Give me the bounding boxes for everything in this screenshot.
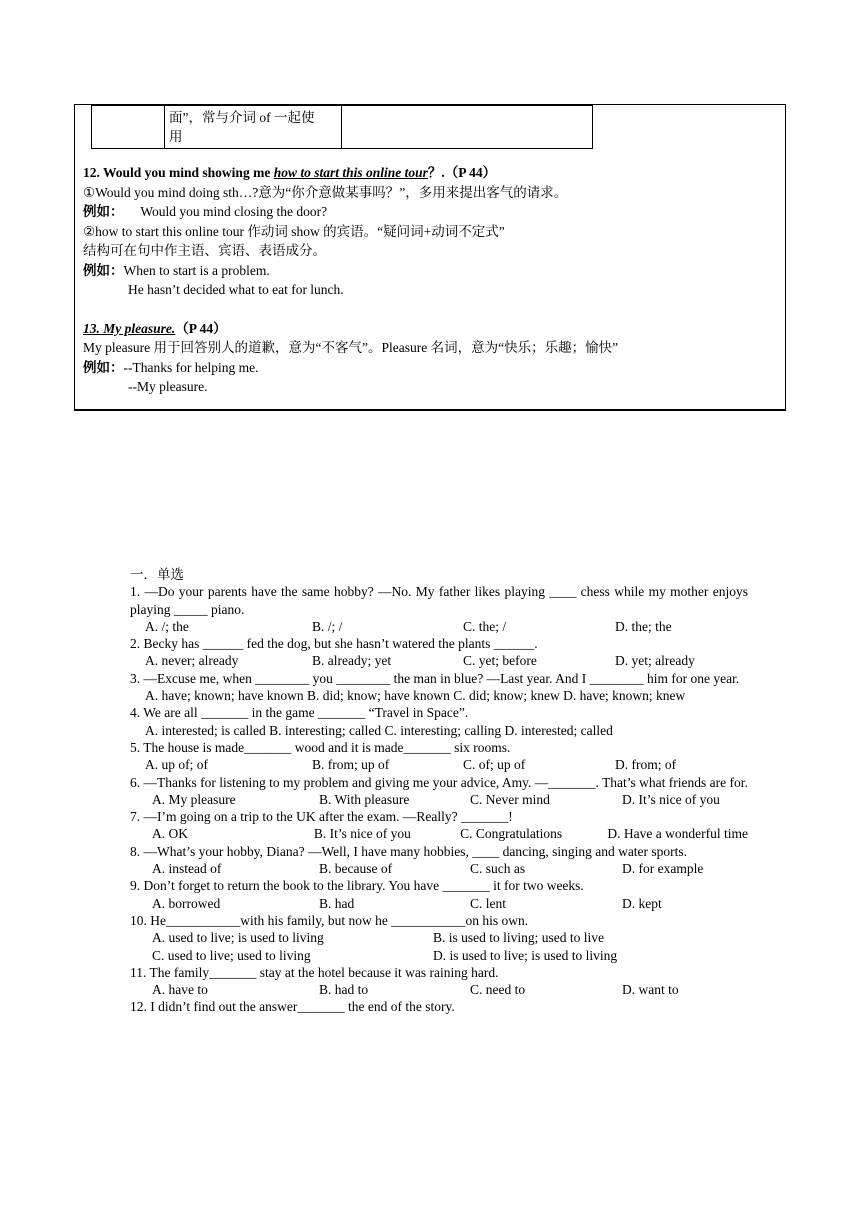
question-item (130, 583, 748, 635)
example-label: 例如： (83, 204, 124, 219)
option[interactable]: A. used to live; is used to living (152, 930, 324, 946)
example-text: Would you mind closing the door? (140, 204, 328, 219)
option[interactable]: A. /; the (145, 618, 189, 634)
question-text: 6. —Thanks for listening to my problem and giving me your advice, Amy. —_______. That’s what friends are for. (130, 774, 748, 790)
option-row (130, 981, 748, 998)
option[interactable]: B. With pleasure (319, 791, 410, 807)
option[interactable]: C. Never mind (470, 791, 550, 807)
question-text: 9. Don’t forget to return the book to the library. You have _______ it for two weeks. (130, 878, 584, 894)
item13-title-suffix: （P 44） (175, 320, 227, 336)
option[interactable]: B. It’s nice of you (313, 826, 411, 842)
option-row (130, 860, 748, 877)
option[interactable]: C. yet; before (463, 653, 537, 669)
item12-point2-line2: 结构可在句中作主语、宾语、表语成分。 (83, 243, 326, 258)
item12-example2-line2: He hasn’t decided what to eat for lunch. (128, 282, 344, 297)
example-text: When to start is a problem. (123, 262, 270, 278)
question-item (130, 739, 748, 774)
option[interactable]: B. /; / (312, 618, 343, 634)
option[interactable]: D. yet; already (615, 653, 695, 669)
option-row (130, 791, 748, 808)
option[interactable]: D. for example (622, 861, 704, 877)
option[interactable]: B. from; up of (312, 757, 390, 773)
option[interactable]: C. need to (470, 982, 526, 998)
item12-title-prefix: 12. Would you mind showing me (83, 165, 274, 180)
item12-title-emph: how to start this online tour (273, 165, 428, 180)
option[interactable]: B. already; yet (312, 653, 392, 669)
option[interactable]: B. had to (319, 982, 369, 998)
option[interactable]: A. up of; of (145, 757, 208, 773)
table-fragment (91, 105, 593, 149)
option[interactable]: C. of; up of (463, 757, 526, 773)
question-text: 5. The house is made_______ wood and it is made_______ six rooms. (130, 739, 511, 755)
question-item (130, 774, 748, 809)
option[interactable]: A. have to (152, 982, 208, 998)
question-text: 12. I didn’t find out the answer_______ the end of the story. (130, 999, 455, 1015)
option-row (130, 895, 748, 912)
option[interactable]: D. from; of (615, 757, 677, 773)
option[interactable]: C. Congratulations (460, 826, 563, 842)
option-line[interactable]: A. interested; is called B. interesting; called C. interesting; calling D. interested; called (145, 722, 613, 738)
option[interactable]: D. kept (622, 895, 662, 911)
notes-box (74, 104, 786, 411)
question-item (130, 704, 748, 739)
question-text: 4. We are all _______ in the game _______ “Travel in Space”. (130, 705, 469, 721)
example-label: 例如： (83, 359, 124, 375)
example-label: 例如： (83, 262, 124, 278)
item13-example (83, 358, 773, 378)
option-row (130, 652, 748, 669)
item12-title (83, 163, 773, 183)
section-title: 一．单选 (130, 567, 184, 582)
question-item (130, 635, 748, 670)
item12-point1: ①Would you mind doing sth…?意为“你介意做某事吗？”，多用来提出客气的请求。 (83, 184, 568, 200)
example-text: --Thanks for helping me. (123, 359, 259, 375)
question-item (130, 998, 748, 1015)
option[interactable]: B. is used to living; used to live (433, 930, 604, 946)
item12-example2 (83, 261, 773, 281)
question-text: 8. —What’s your hobby, Diana? —Well, I have many hobbies, ____ dancing, singing and water sports. (130, 843, 688, 859)
item12-point2-line1: ②how to start this online tour 作动词 show 的宾语。“疑问词+动词不定式” (83, 223, 505, 239)
option-row (130, 618, 748, 635)
option-row (130, 929, 748, 946)
item13-title (83, 319, 773, 339)
option[interactable]: D. the; the (615, 618, 672, 634)
item13-example-line2: --My pleasure. (128, 379, 208, 394)
option-line[interactable]: A. have; known; have known B. did; know; have known C. did; know; knew D. have; known; knew (145, 688, 686, 704)
option[interactable]: A. instead of (152, 861, 222, 877)
question-item (130, 843, 748, 878)
question-item (130, 877, 748, 912)
option[interactable]: A. My pleasure (152, 791, 236, 807)
table-cell-line: 用 (169, 129, 183, 144)
table-cell-empty (342, 106, 593, 149)
question-list (130, 583, 748, 1015)
option[interactable]: B. because of (319, 861, 393, 877)
question-text: 3. —Excuse me, when ________ you ________ the man in blue? —Last year. And I ________ him for one year. (130, 670, 740, 686)
option[interactable]: D. want to (622, 982, 679, 998)
option[interactable]: A. OK (152, 826, 188, 842)
option-row (130, 756, 748, 773)
option[interactable]: B. had (319, 895, 355, 911)
option[interactable]: C. the; / (463, 618, 507, 634)
question-text: 7. —I’m going on a trip to the UK after the exam. —Really? _______! (130, 809, 513, 825)
item13-title-emph: 13. My pleasure. (83, 320, 176, 336)
question-item (130, 670, 748, 705)
question-item (130, 808, 748, 843)
question-text: 11. The family_______ stay at the hotel because it was raining hard. (130, 964, 499, 980)
question-text: 10. He___________with his family, but now he ___________on his own. (130, 912, 529, 928)
option[interactable]: D. It’s nice of you (622, 791, 720, 807)
table-cell-line: 面”，常与介词 of 一起使 (169, 110, 315, 125)
option[interactable]: C. used to live; used to living (152, 947, 311, 963)
notes-content (83, 163, 773, 397)
option[interactable]: A. never; already (145, 653, 239, 669)
question-item (130, 912, 748, 964)
question-text: 1. —Do your parents have the same hobby? —No. My father likes playing ____ chess while my mother enjoys playing _____ piano. (130, 584, 748, 617)
option[interactable]: C. such as (470, 861, 526, 877)
option[interactable]: D. is used to live; is used to living (433, 947, 618, 963)
table-cell-empty (92, 106, 165, 149)
item13-point: My pleasure 用于回答别人的道歉，意为“不客气”。Pleasure 名词，意为“快乐；乐趣；愉快” (83, 340, 619, 355)
question-item (130, 964, 748, 999)
table-cell-note (165, 106, 342, 149)
item12-title-suffix: ？.（P 44） (427, 165, 497, 180)
option-row (130, 825, 748, 842)
exercise-section (130, 566, 748, 1016)
option-row (130, 947, 748, 964)
item12-example1 (83, 202, 773, 222)
option[interactable]: D. Have a wonderful time (607, 826, 748, 842)
question-text: 2. Becky has ______ fed the dog, but she hasn’t watered the plants ______. (130, 636, 538, 652)
option[interactable]: A. borrowed (152, 895, 221, 911)
option[interactable]: C. lent (470, 895, 506, 911)
